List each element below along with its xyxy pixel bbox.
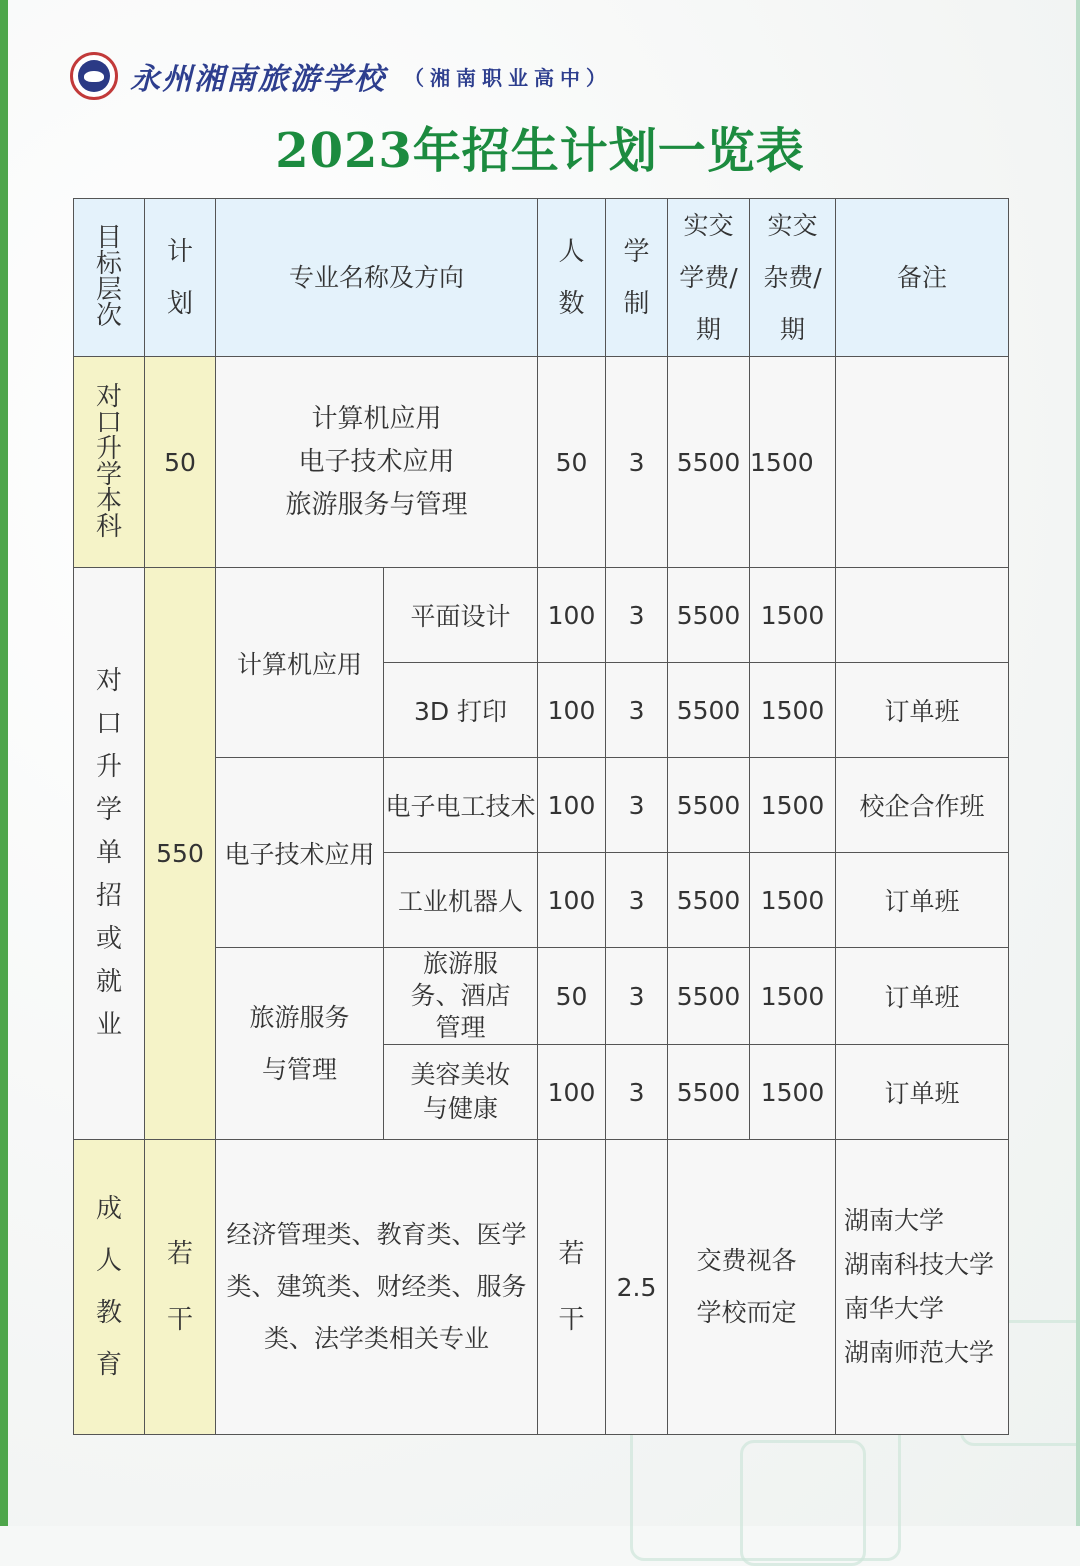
misc-cell: 1500 (750, 663, 836, 758)
years-cell: 2.5 (606, 1140, 668, 1435)
years-cell: 3 (606, 853, 668, 948)
years-cell: 3 (606, 568, 668, 663)
direction-cell: 旅游服务、酒店管理 (384, 948, 538, 1045)
tuition-cell: 5500 (668, 663, 750, 758)
right-accent-bar (1076, 0, 1080, 1526)
school-logo-icon (70, 52, 118, 100)
years-cell: 3 (606, 758, 668, 853)
count-cell: 50 (538, 357, 606, 568)
count-cell: 100 (538, 1045, 606, 1140)
header-tuition: 实交学费/期 (668, 199, 750, 357)
remark-cell (836, 357, 1009, 568)
major-description: 经济管理类、教育类、医学类、建筑类、财经类、服务类、法学类相关专业 (216, 1140, 538, 1435)
tuition-cell: 5500 (668, 568, 750, 663)
school-name: 永州湘南旅游学校 (130, 62, 386, 97)
table-row (74, 1140, 1009, 1435)
direction-cell: 电子电工技术 (384, 758, 538, 853)
years-cell: 3 (606, 663, 668, 758)
tuition-cell: 5500 (668, 948, 750, 1045)
count-cell: 50 (538, 948, 606, 1045)
direction-cell: 美容美妆与健康 (384, 1045, 538, 1140)
count-cell: 若干 (538, 1140, 606, 1435)
misc-cell: 1500 (750, 1045, 836, 1140)
tuition-cell: 5500 (668, 758, 750, 853)
table-row (74, 357, 1009, 568)
school-header (70, 48, 612, 104)
direction-cell: 3D 打印 (384, 663, 538, 758)
list-item: 南华大学 (844, 1294, 945, 1323)
table-header-row (74, 199, 1009, 357)
direction-cell: 工业机器人 (384, 853, 538, 948)
header-misc: 实交杂费/期 (750, 199, 836, 357)
level-cell: 对口升学本科 (74, 357, 145, 568)
enrollment-plan-table (73, 198, 1009, 1435)
remark-cell: 校企合作班 (836, 758, 1009, 853)
remark-cell: 订单班 (836, 948, 1009, 1045)
misc-cell: 1500 (750, 948, 836, 1045)
remark-cell: 订单班 (836, 853, 1009, 948)
major-item: 电子技术应用 (298, 446, 455, 477)
left-accent-bar (0, 0, 8, 1526)
list-item: 湖南科技大学 (844, 1250, 995, 1279)
header-count: 人数 (538, 199, 606, 357)
count-cell: 100 (538, 568, 606, 663)
level-cell: 对口升学单招或就业 (74, 568, 145, 1140)
major-group: 计算机应用 (216, 568, 384, 758)
remark-cell (836, 568, 1009, 663)
major-group: 旅游服务与管理 (216, 948, 384, 1140)
major-item: 计算机应用 (311, 403, 442, 434)
count-cell: 100 (538, 853, 606, 948)
misc-cell: 1500 (750, 357, 836, 568)
tuition-cell: 5500 (668, 1045, 750, 1140)
direction-cell: 平面设计 (384, 568, 538, 663)
school-subtitle: （湘南职业高中） (404, 65, 612, 90)
years-cell: 3 (606, 948, 668, 1045)
remark-cell: 订单班 (836, 1045, 1009, 1140)
major-group: 电子技术应用 (216, 758, 384, 948)
table-row (74, 568, 1009, 663)
plan-cell: 550 (145, 568, 216, 1140)
list-item: 湖南师范大学 (844, 1338, 995, 1367)
header-major: 专业名称及方向 (216, 199, 538, 357)
years-cell: 3 (606, 357, 668, 568)
page-title: 2023年招生计划一览表 (275, 123, 805, 179)
decorative-frame (740, 1440, 866, 1566)
tuition-cell: 5500 (668, 357, 750, 568)
fees-cell: 交费视各学校而定 (668, 1140, 836, 1435)
header-level: 目标层次 (74, 199, 145, 357)
level-cell: 成人教育 (74, 1140, 145, 1435)
list-item: 湖南大学 (844, 1206, 945, 1235)
major-list (216, 357, 538, 568)
misc-cell: 1500 (750, 758, 836, 853)
university-list (836, 1140, 1009, 1435)
tuition-cell: 5500 (668, 853, 750, 948)
misc-cell: 1500 (750, 568, 836, 663)
header-remark: 备注 (836, 199, 1009, 357)
header-years: 学制 (606, 199, 668, 357)
count-cell: 100 (538, 663, 606, 758)
count-cell: 100 (538, 758, 606, 853)
years-cell: 3 (606, 1045, 668, 1140)
header-plan: 计划 (145, 199, 216, 357)
misc-cell: 1500 (750, 853, 836, 948)
major-item: 旅游服务与管理 (285, 489, 468, 520)
remark-cell: 订单班 (836, 663, 1009, 758)
plan-cell: 50 (145, 357, 216, 568)
plan-cell: 若干 (145, 1140, 216, 1435)
